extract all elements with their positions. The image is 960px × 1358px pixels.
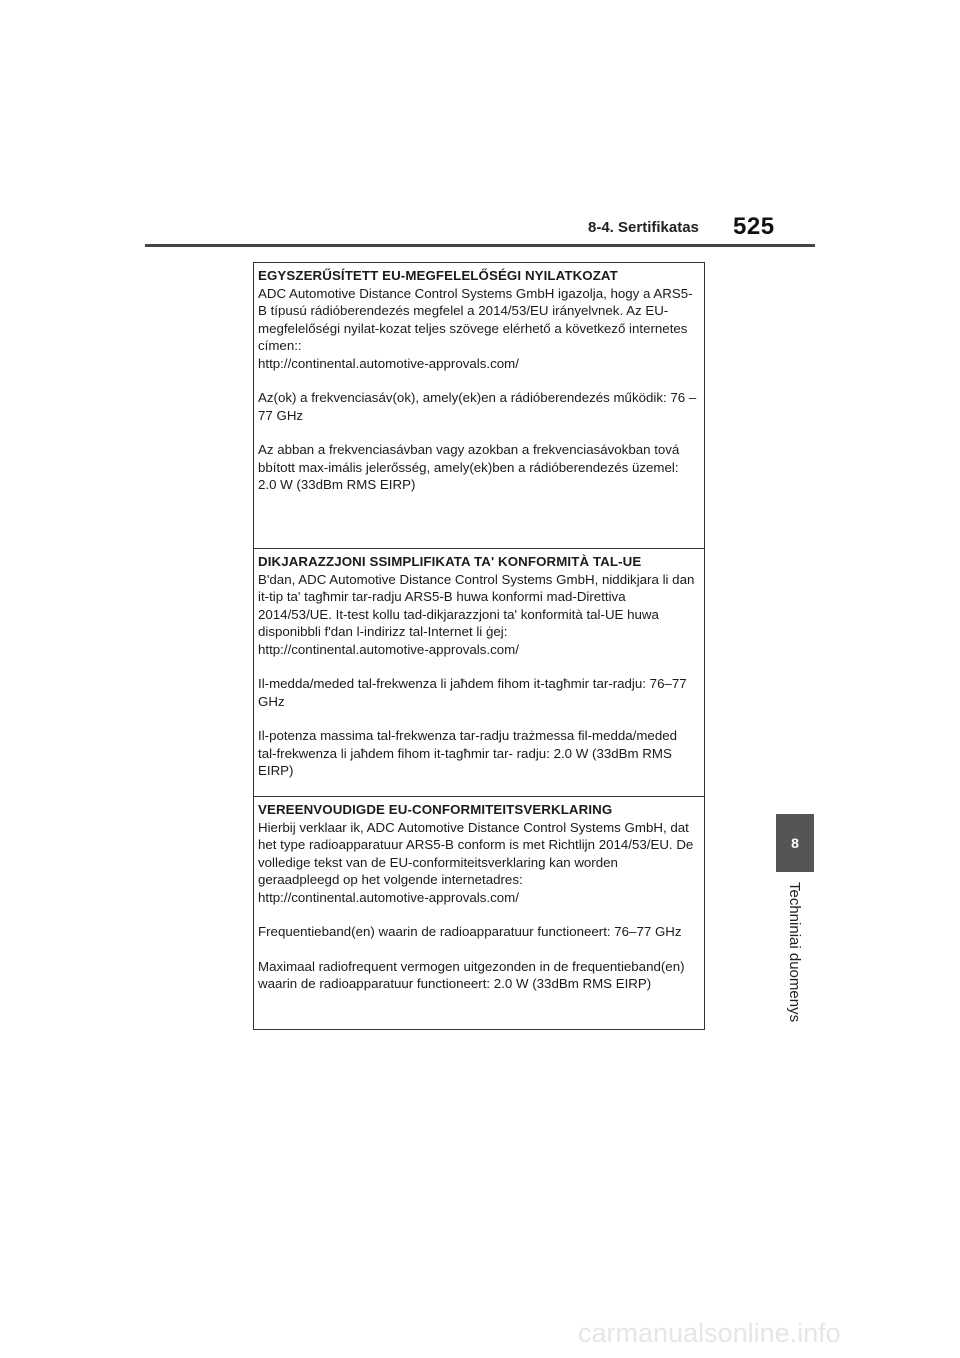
declaration-statement: ADC Automotive Distance Control Systems GmbH igazolja, hogy a ARS5-B típusú rádióberendezés megfelel a 2014/53/EU irányelvnek. Az EU-megfelelőségi nyilat-kozat teljes szövege elérhető a következő internetes címen:: <box>258 285 693 353</box>
declaration-statement: B'dan, ADC Automotive Distance Control Systems GmbH, niddikjara li dan it-tip ta' tagħmir tar-radju ARS5-B huwa konformi mad-Direttiva 2014/53/UE. It-test kollu tad-dikjarazzjoni ta' konformità tal-UE huwa disponibbli f'dan l-indirizz tal-Internet li ġej: <box>258 571 695 639</box>
max-power-text: Maximaal radiofrequent vermogen uitgezonden in de frequentieband(en) waarin de radioapparatuur functioneert: 2.0 W (33dBm RMS EIRP) <box>258 958 685 991</box>
declaration-maltese <box>254 548 704 796</box>
declaration-title: VEREENVOUDIGDE EU-CONFORMITEITSVERKLARING <box>258 802 613 817</box>
declaration-hungarian <box>254 263 704 548</box>
chapter-label: Techniniai duomenys <box>786 882 803 1023</box>
frequency-band-text: Az(ok) a frekvenciasáv(ok), amely(ek)en a rádióberendezés működik: 76 –77 GHz <box>258 390 697 423</box>
header-divider <box>145 244 815 247</box>
page-number: 525 <box>733 213 775 240</box>
frequency-band-text: Frequentieband(en) waarin de radioapparatuur functioneert: 76–77 GHz <box>258 924 682 939</box>
declaration-title: EGYSZERŰSÍTETT EU-MEGFELELŐSÉGI NYILATKOZAT <box>258 268 618 283</box>
chapter-tab: 8 <box>776 814 814 872</box>
max-power-text: Il-potenza massima tal-frekwenza tar-radju trażmessa fil-medda/meded tal-frekwenza li jaħdem fihom it-tagħmir tar- radju: 2.0 W (33dBm RMS EIRP) <box>258 728 678 778</box>
declaration-statement: Hierbij verklaar ik, ADC Automotive Distance Control Systems GmbH, dat het type radioapparatuur ARS5-B conform is met Richtlijn 2014/53/EU. De volledige tekst van de EU-conformiteitsverklaring kan worden geraadpleegd op het volgende internetadres: <box>258 819 694 887</box>
section-heading: 8-4. Sertifikatas <box>588 219 699 236</box>
declaration-dutch <box>254 796 704 1031</box>
declaration-url: http://continental.automotive-approvals.com/ <box>258 641 519 657</box>
watermark: carmanualsonline.info <box>578 1318 841 1348</box>
frequency-band-text: Il-medda/meded tal-frekwenza li jaħdem fihom it-tagħmir tar-radju: 76–77 GHz <box>258 676 687 709</box>
declaration-url: http://continental.automotive-approvals.com/ <box>258 355 519 371</box>
certificate-box <box>253 262 705 1030</box>
declaration-title: DIKJARAZZJONI SSIMPLIFIKATA TA' KONFORMITÀ TAL-UE <box>258 554 642 569</box>
max-power-text: Az abban a frekvenciasávban vagy azokban a frekvenciasávokban tová bbított max-imális jelerősség, amely(ek)ben a rádióberendezés üzemel: 2.0 W (33dBm RMS EIRP) <box>258 442 680 492</box>
declaration-url: http://continental.automotive-approvals.com/ <box>258 889 519 905</box>
